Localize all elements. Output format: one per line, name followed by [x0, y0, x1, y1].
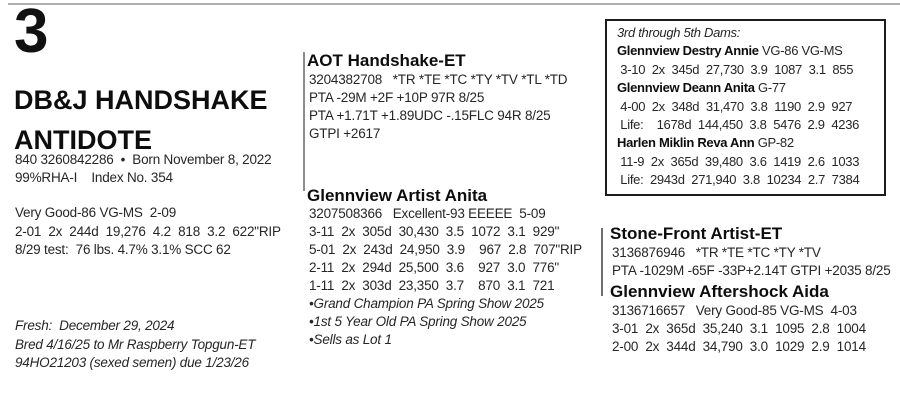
third-to-fifth-dams-box [605, 19, 886, 196]
fifth-dam-name-line [617, 134, 884, 152]
third-dam-record-line: 3-10 2x 345d 27,730 3.9 1087 3.1 855 [617, 61, 854, 77]
maternal-sire-reg-line: 3136876946 *TR *TE *TC *TY *TV [612, 245, 821, 260]
lot-stats-block [15, 204, 281, 260]
animal-name-line1: DB&J HANDSHAKE [14, 85, 268, 115]
dam-record-line: 3-11 2x 305d 30,430 3.5 1072 3.1 929" [309, 224, 560, 239]
sire-pta-line2: PTA +1.71T +1.89UDC -.15FLC 94R 8/25 [309, 108, 551, 123]
top-divider-rule [8, 3, 900, 5]
dams-box-title: 3rd through 5th Dams: [617, 25, 741, 40]
lot-number: 3 [14, 0, 49, 66]
sire-reg-line: 3204382708 *TR *TE *TC *TY *TV *TL *TD [309, 72, 568, 87]
second-dam-record-line: 2-00 2x 344d 34,790 3.0 1029 2.9 1014 [612, 339, 866, 354]
dam-reg-line: 3207508366 Excellent-93 EEEEE 5-09 [309, 206, 546, 221]
fourth-dam-name: Glennview Deann Anita [617, 80, 755, 96]
sire-gtpi-line: GTPI +2617 [309, 126, 381, 141]
fifth-dam-score: GP-82 [754, 135, 794, 151]
second-dam-record-line: 3-01 2x 365d 35,240 3.1 1095 2.8 1004 [612, 321, 866, 336]
fifth-dam-life-record-line: Life: 2943d 271,940 3.8 10234 2.7 7384 [617, 172, 860, 188]
third-dam-name: Glennview Destry Annie [617, 43, 759, 59]
fifth-dam-record-line: 11-9 2x 365d 39,480 3.6 1419 2.6 1033 [617, 153, 860, 169]
sire-pta-line1: PTA -29M +2F +10P 97R 8/25 [309, 90, 485, 105]
breeding-info-block [15, 317, 255, 373]
dam-note-line: •Grand Champion PA Spring Show 2025 [309, 296, 544, 311]
dam-record-line: 5-01 2x 243d 24,950 3.9 967 2.8 707"RIP [309, 242, 582, 257]
maternal-sire-name-heading: Stone-Front Artist-ET [610, 224, 783, 243]
fourth-dam-score: G-77 [754, 80, 786, 96]
dam-note-line: •1st 5 Year Old PA Spring Show 2025 [309, 314, 527, 329]
dam-details-block [309, 205, 582, 349]
rha-index-line: 99%RHA-I Index No. 354 [15, 170, 173, 185]
dam-record-line: 2-11 2x 294d 25,500 3.6 927 3.0 776" [309, 260, 559, 275]
second-dam-details-block [612, 302, 866, 356]
due-date-line: 94HO21203 (sexed semen) due 1/23/26 [15, 355, 249, 370]
lactation-record-line: 2-01 2x 244d 19,276 4.2 818 3.2 622"RIP [15, 223, 281, 239]
sire-details-block [309, 71, 567, 143]
animal-name-line2: ANTIDOTE [14, 125, 152, 155]
fifth-dam-name: Harlen Miklin Reva Ann [617, 135, 755, 151]
dam-name-heading: Glennview Artist Anita [307, 186, 488, 205]
bred-line: Bred 4/16/25 to Mr Raspberry Topgun-ET [15, 336, 256, 352]
second-dam-name-heading: Glennview Aftershock Aida [610, 282, 829, 301]
animal-name [14, 80, 268, 160]
test-day-line: 8/29 test: 76 lbs. 4.7% 3.1% SCC 62 [15, 242, 231, 257]
fourth-dam-record-line: 4-00 2x 348d 31,470 3.8 1190 2.9 927 [617, 98, 853, 114]
third-dam-name-line [617, 42, 884, 60]
maternal-sire-details-block [612, 244, 891, 280]
second-dam-reg-line: 3136716657 Very Good-85 VG-MS 4-03 [612, 303, 857, 318]
registration-birth-line: 840 3260842286 • Born November 8, 2022 [15, 152, 272, 167]
classification-line: Very Good-86 VG-MS 2-09 [15, 205, 177, 220]
dam-note-line: •Sells as Lot 1 [309, 332, 392, 347]
sire-pedigree-rule [303, 52, 305, 191]
maternal-sire-pedigree-rule [601, 228, 603, 296]
maternal-sire-pta-line: PTA -1029M -65F -33P+2.14T GTPI +2035 8/25 [612, 263, 891, 278]
fourth-dam-life-record-line: Life: 1678d 144,450 3.8 5476 2.9 4236 [617, 117, 860, 133]
third-dam-score: VG-86 VG-MS [758, 43, 843, 59]
fresh-date-line: Fresh: December 29, 2024 [15, 318, 175, 333]
fourth-dam-name-line [617, 79, 884, 97]
sire-name-heading: AOT Handshake-ET [307, 51, 466, 70]
dam-record-line: 1-11 2x 303d 23,350 3.7 870 3.1 721 [309, 278, 555, 293]
